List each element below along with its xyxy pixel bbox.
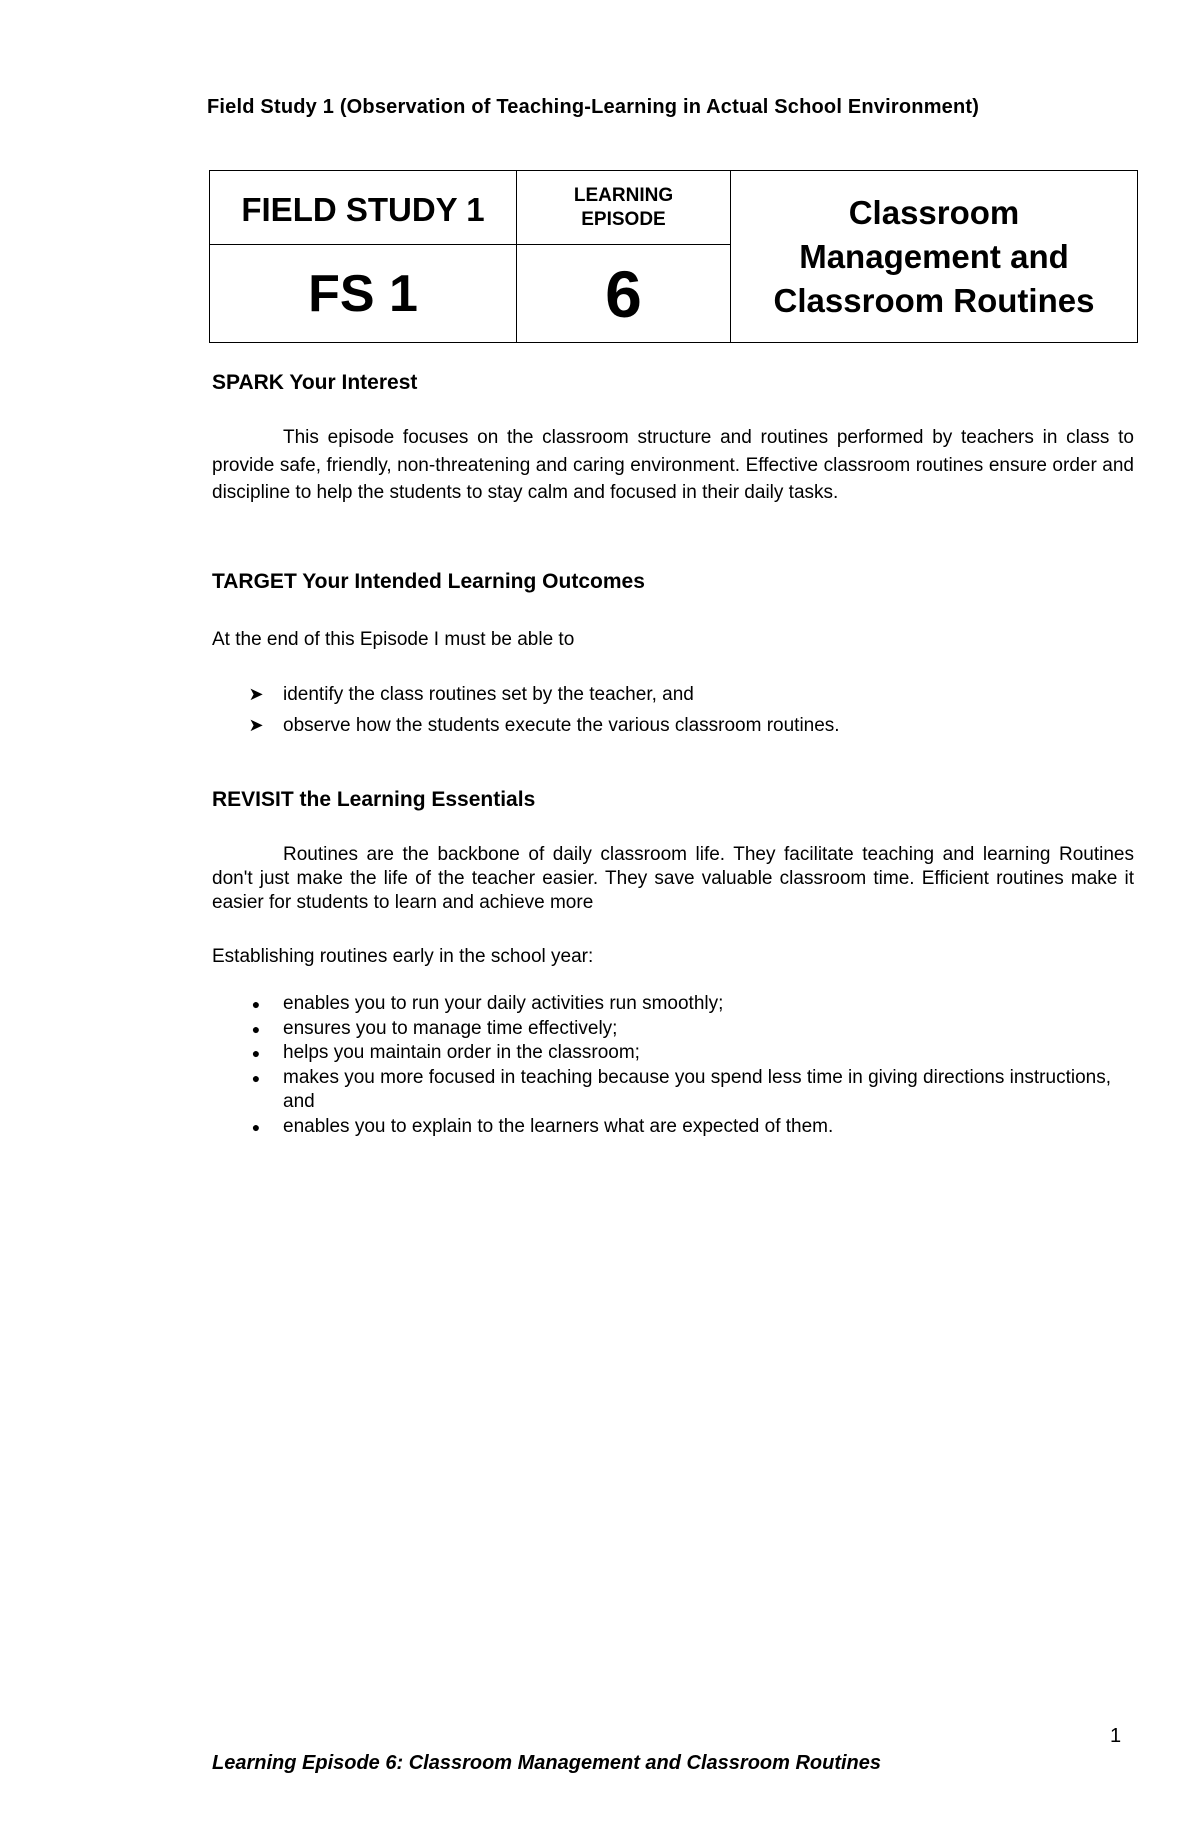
- episode-label-line2: EPISODE: [581, 208, 666, 230]
- arrow-bullet-icon: ➤: [248, 684, 264, 704]
- page-header: Field Study 1 (Observation of Teaching-Learning in Actual School Environment): [207, 96, 980, 118]
- spark-section: [212, 369, 1134, 507]
- list-item: [212, 1115, 1134, 1140]
- episode-title-line2: Management and: [799, 237, 1069, 275]
- benefit-text: makes you more focused in teaching because you spend less time in giving directions instructions, and: [283, 1066, 1111, 1112]
- dot-bullet-icon: ●: [251, 996, 261, 1012]
- revisit-paragraph: Routines are the backbone of daily classroom life. They facilitate teaching and learning Routines don't just make the life of the teacher easier. They save valuable classroom time. Efficient routines make it easier for students to learn and achieve more: [212, 844, 1134, 913]
- outcome-text: observe how the students execute the various classroom routines.: [283, 715, 840, 736]
- arrow-bullet-icon: ➤: [248, 715, 264, 735]
- target-intro: At the end of this Episode I must be able to: [212, 629, 575, 650]
- dot-bullet-icon: ●: [251, 1020, 261, 1037]
- episode-title-line3: Classroom Routines: [773, 281, 1095, 319]
- benefit-text: helps you maintain order in the classroom;: [283, 1042, 640, 1063]
- dot-bullet-icon: ●: [251, 1118, 261, 1135]
- revisit-section: [212, 786, 1134, 1139]
- spark-heading: SPARK Your Interest: [212, 371, 418, 394]
- list-item: [212, 710, 1134, 741]
- running-footer: Learning Episode 6: Classroom Management and Classroom Routines: [212, 1752, 882, 1774]
- outcome-text: identify the class routines set by the teacher, and: [283, 684, 694, 705]
- episode-label: [517, 171, 731, 245]
- benefit-text: enables you to run your daily activities run smoothly;: [283, 993, 724, 1014]
- episode-label-line1: LEARNING: [573, 184, 674, 206]
- list-item: [212, 1017, 1134, 1042]
- spark-paragraph: This episode focuses on the classroom structure and routines performed by teachers in class to provide safe, friendly, non-threatening and caring environment. Effective classroom routines ensure order and discipline to help the students to stay calm and focused in their daily tasks.: [212, 427, 1134, 503]
- list-item: [212, 1066, 1134, 1115]
- list-item: [212, 679, 1134, 710]
- target-heading: TARGET Your Intended Learning Outcomes: [212, 570, 645, 593]
- episode-title-line1: Classroom: [848, 193, 1020, 231]
- course-code: FS 1: [210, 245, 517, 343]
- benefit-text: ensures you to manage time effectively;: [283, 1017, 618, 1039]
- revisit-intro: Establishing routines early in the school year:: [212, 946, 594, 967]
- episode-title: [731, 171, 1138, 343]
- dot-bullet-icon: ●: [251, 1069, 261, 1086]
- benefits-list: [212, 992, 1134, 1139]
- list-item: [212, 992, 1134, 1017]
- list-item: [212, 1041, 1134, 1066]
- target-section: [212, 568, 1134, 741]
- revisit-heading: REVISIT the Learning Essentials: [212, 788, 536, 811]
- benefit-text: enables you to explain to the learners what are expected of them.: [283, 1115, 834, 1137]
- episode-number: 6: [517, 245, 731, 343]
- outcomes-list: [212, 679, 1134, 741]
- course-title: FIELD STUDY 1: [210, 171, 517, 245]
- page-number: 1: [1110, 1725, 1122, 1747]
- dot-bullet-icon: ●: [251, 1045, 261, 1061]
- episode-title-box: [209, 170, 1138, 343]
